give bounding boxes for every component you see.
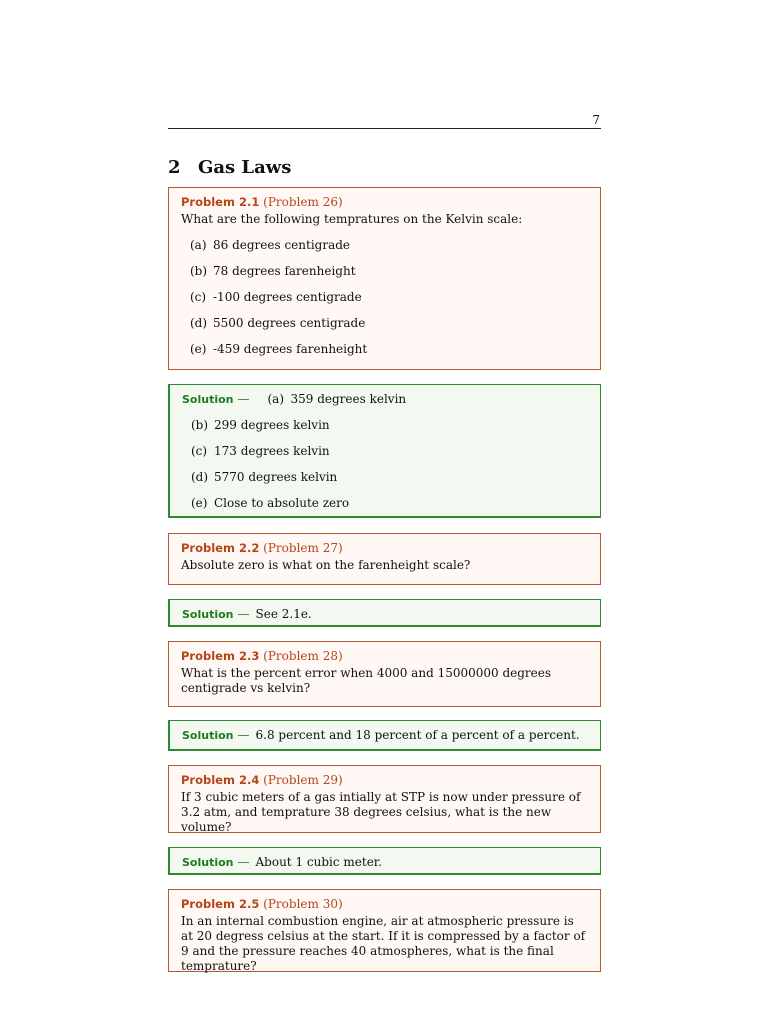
item-text: 78 degrees farenheight (213, 264, 356, 278)
solution-box-2-2 (168, 599, 601, 627)
solution-box-2-4 (168, 847, 601, 875)
problem-title: Problem 2.4 (181, 773, 260, 787)
item-text: 86 degrees centigrade (213, 238, 351, 252)
section-number: 2 (168, 157, 181, 178)
solution-box-2-1 (168, 384, 601, 518)
list-item (181, 290, 588, 305)
problem-title: Problem 2.3 (181, 649, 260, 663)
problem-title: Problem 2.1 (181, 195, 260, 209)
section-heading (168, 157, 291, 178)
problem-box-2-5 (168, 889, 601, 972)
section-title: Gas Laws (198, 157, 292, 178)
list-item (181, 238, 588, 253)
problem-box-2-3 (168, 641, 601, 707)
problem-header (181, 541, 588, 556)
item-text: -459 degrees farenheight (213, 342, 368, 356)
problem-text: If 3 cubic meters of a gas intially at STP is now under pressure of 3.2 atm, and temprature 38 degrees celsius, what is the new volume? (181, 790, 581, 834)
problem-header (181, 649, 588, 664)
problem-reference: (Problem 27) (263, 541, 343, 555)
problem-text: What are the following tempratures on the Kelvin scale: (181, 212, 523, 226)
solution-text: 6.8 percent and 18 percent of a percent of a percent. (255, 728, 580, 742)
page-number: 7 (592, 113, 600, 127)
problem-text: In an internal combustion engine, air at atmospheric pressure is at 20 degress celsius at the start. If it is compressed by a factor of 9 and the pressure reaches 40 atmospheres, what is the final temprature? (181, 914, 586, 973)
solution-dash: — (237, 855, 250, 869)
list-item (182, 470, 588, 485)
item-label: (b) (191, 418, 209, 432)
problem-text: Absolute zero is what on the farenheight scale? (181, 558, 471, 572)
list-item (181, 316, 588, 331)
problem-text: What is the percent error when 4000 and 15000000 degrees centigrade vs kelvin? (181, 666, 552, 695)
solution-dash: — (237, 607, 250, 621)
item-text: 5770 degrees kelvin (214, 470, 338, 484)
item-label: (c) (191, 444, 208, 458)
item-text: 359 degrees kelvin (290, 392, 407, 406)
item-label: (c) (190, 290, 207, 304)
item-text: 5500 degrees centigrade (213, 316, 366, 330)
solution-label: Solution (182, 729, 234, 742)
solution-text: About 1 cubic meter. (255, 855, 383, 869)
item-label: (a) (267, 392, 285, 406)
item-label: (d) (190, 316, 208, 330)
problem-reference: (Problem 30) (263, 897, 343, 911)
item-text: Close to absolute zero (214, 496, 350, 510)
solution-first-line (182, 392, 588, 407)
problem-box-2-4 (168, 765, 601, 833)
solution-box-2-3 (168, 720, 601, 751)
problem-title: Problem 2.5 (181, 897, 260, 911)
item-label: (a) (190, 238, 207, 252)
item-text: -100 degrees centigrade (213, 290, 362, 304)
problem-reference: (Problem 29) (263, 773, 343, 787)
problem-reference: (Problem 28) (263, 649, 343, 663)
item-label: (e) (191, 496, 208, 510)
problem-header (181, 195, 588, 210)
solution-text: See 2.1e. (255, 607, 312, 621)
solution-label: Solution (182, 393, 234, 406)
problem-box-2-1 (168, 187, 601, 370)
item-label: (e) (190, 342, 207, 356)
list-item (181, 342, 588, 357)
problem-title: Problem 2.2 (181, 541, 260, 555)
problem-header (181, 897, 588, 912)
problem-reference: (Problem 26) (263, 195, 343, 209)
list-item (181, 264, 588, 279)
solution-dash: — (237, 392, 250, 406)
item-label: (d) (191, 470, 209, 484)
list-item (182, 418, 588, 433)
solution-dash: — (237, 728, 250, 742)
item-text: 173 degrees kelvin (214, 444, 330, 458)
list-item (182, 444, 588, 459)
solution-label: Solution (182, 856, 234, 869)
problem-header (181, 773, 588, 788)
list-item (182, 496, 588, 511)
solution-label: Solution (182, 608, 234, 621)
item-text: 299 degrees kelvin (214, 418, 330, 432)
problem-box-2-2 (168, 533, 601, 585)
header-rule (168, 128, 601, 129)
item-label: (b) (190, 264, 208, 278)
